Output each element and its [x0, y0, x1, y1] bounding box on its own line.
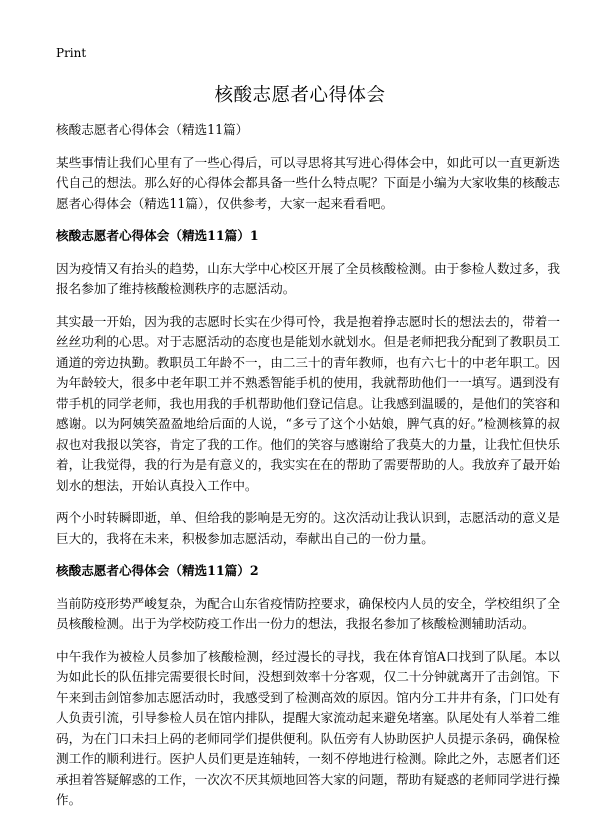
intro-paragraph: 某些事情让我们心里有了一些心得后，可以寻思将其写进心得体会中，如此可以一直更新迭代自己的想法。那么好的心得体会都具备一些什么特点呢？下面是小编为大家收集的核酸志愿者心得体会（精选11篇），仅供参考，大家一起来看看吧。 [56, 154, 560, 211]
section-2-paragraph-2: 中午我作为被检人员参加了核酸检测，经过漫长的寻找，我在体育馆A口找到了队尾。本以为如此长的队伍排完需要很长时间，没想到效率十分客观，仅二十分钟就离开了击剑馆。下午来到击剑馆参加志愿活动时，我感受到了检测高效的原因。馆内分工井井有条，门口处有人负责引流，引导参检人员在馆内排队，提醒大家流动起来避免堵塞。队尾处有人举着二维码，为在门口未扫上码的老师同学们提供便利。队伍旁有人协助医护人员提示条码，确保检测工作的顺利进行。医护人员们更是连轴转，一刻不停地进行检测。除此之外，志愿者们还承担着答疑解惑的工作，一次次不厌其烦地回答大家的问题，帮助有疑惑的老师同学进行操作。 [56, 648, 560, 807]
section-1-paragraph-1: 因为疫情又有抬头的趋势，山东大学中心校区开展了全员核酸检测。由于参检人数过多，我报名参加了维持核酸检测秩序的志愿活动。 [56, 260, 560, 296]
section-heading-2: 核酸志愿者心得体会（精选11篇）2 [56, 563, 259, 578]
article-body [56, 120, 560, 823]
section-heading-1: 核酸志愿者心得体会（精选11篇）1 [56, 228, 259, 243]
article-subtitle: 核酸志愿者心得体会（精选11篇） [56, 122, 249, 137]
print-link[interactable]: Print [56, 46, 87, 60]
page-title: 核酸志愿者心得体会 [214, 85, 386, 106]
section-2-paragraph-1: 当前防疫形势严峻复杂，为配合山东省疫情防控要求，确保校内人员的安全，学校组织了全员核酸检测。出于为学校防疫工作出一份力的想法，我报名参加了核酸检测辅助活动。 [56, 595, 560, 631]
section-1-paragraph-2: 其实最一开始，因为我的志愿时长实在少得可怜，我是抱着挣志愿时长的想法去的，带着一丝丝功利的心思。对于志愿活动的态度也是能划水就划水。但是老师把我分配到了教职员工通道的旁边执勤。教职员工年龄不一，由二三十的青年教师，也有六七十的中老年职工。因为年龄较大，很多中老年职工并不熟悉智能手机的使用，我就帮助他们一一填写。遇到没有带手机的同学老师，我也用我的手机帮助他们登记信息。让我感到温暖的，是他们的笑容和感谢。以为阿姨笑盈盈地给后面的人说，“多亏了这个小姑娘，脾气真的好。”检测核算的叔叔也对我报以笑容，肯定了我的工作。他们的笑容与感谢给了我莫大的力量，让我忙但快乐着，让我觉得，我的行为是有意义的，我实实在在的帮助了需要帮助的人。我放弃了最开始划水的想法，开始认真投入工作中。 [56, 313, 560, 493]
section-1-paragraph-3: 两个小时转瞬即逝，单、但给我的影响是无穷的。这次活动让我认识到，志愿活动的意义是巨大的，我将在未来，积极参加志愿活动，奉献出自己的一份力量。 [56, 510, 560, 546]
